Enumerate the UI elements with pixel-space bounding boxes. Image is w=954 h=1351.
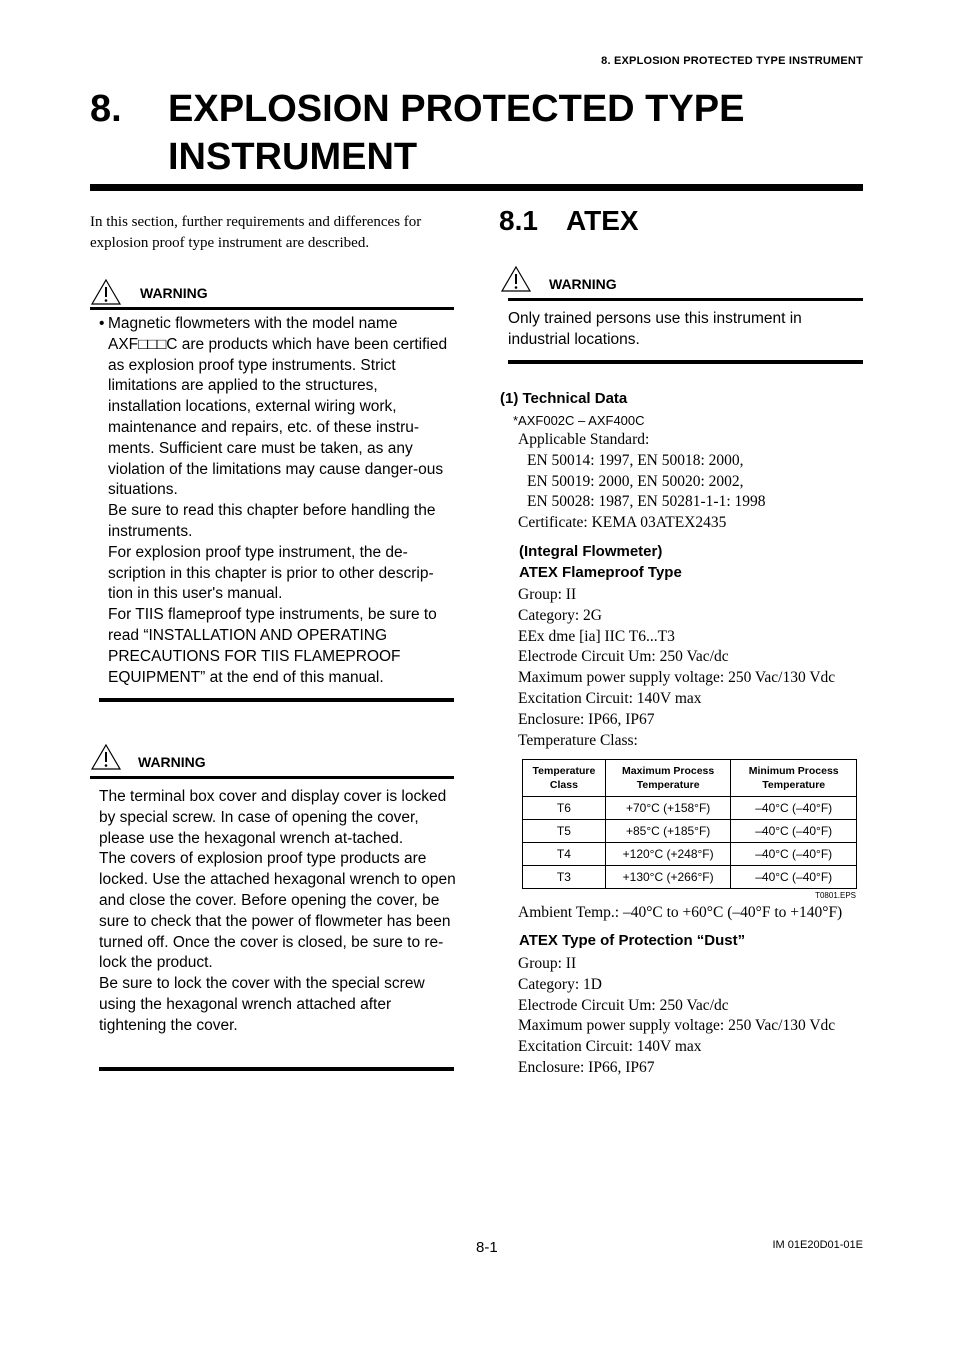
dust-specs <box>518 954 835 1079</box>
standard-item: EN 50019: 2000, EN 50020: 2002, <box>527 472 744 490</box>
warning-paragraph: The covers of explosion proof type products are locked. Use the attached hexagonal wrench to open and close the cover. Before opening the cover, be sure to check that the power of flowmeter has been turned off. Once the cover is closed, be sure to re-lock the product. <box>99 850 456 972</box>
standards-block <box>518 430 766 534</box>
spec-line: Temperature Class: <box>518 731 638 749</box>
spec-line: Maximum power supply voltage: 250 Vac/130 Vdc <box>518 1017 836 1035</box>
table-cell: T6 <box>523 797 606 820</box>
technical-data-heading: (1) Technical Data <box>500 390 628 407</box>
table-header: Minimum Process Temperature <box>731 760 857 797</box>
table-cell: T4 <box>523 843 606 866</box>
table-row <box>523 866 857 889</box>
table-cell: –40°C (–40°F) <box>731 797 857 820</box>
table-row <box>523 843 857 866</box>
bullet: • <box>99 315 105 332</box>
table-cell: T5 <box>523 820 606 843</box>
warning-body <box>99 787 456 1037</box>
section-number: 8.1 <box>499 205 538 236</box>
page-number: 8-1 <box>476 1239 498 1256</box>
spec-line: Category: 2G <box>518 606 602 624</box>
standard-item: EN 50014: 1997, EN 50018: 2000, <box>527 451 744 469</box>
flameproof-heading: ATEX Flameproof Type <box>519 564 682 581</box>
table-header: Maximum Process Temperature <box>605 760 731 797</box>
warning-label: WARNING <box>549 276 617 292</box>
table-cell: –40°C (–40°F) <box>731 820 857 843</box>
table-row <box>523 797 857 820</box>
table-cell: –40°C (–40°F) <box>731 866 857 889</box>
spec-line: Excitation Circuit: 140V max <box>518 689 702 707</box>
warning-body <box>99 314 455 688</box>
flameproof-specs <box>518 585 835 751</box>
spec-line: Group: II <box>518 955 577 972</box>
chapter-title-line1: EXPLOSION PROTECTED TYPE <box>168 88 745 130</box>
chapter-title-line2: INSTRUMENT <box>168 136 418 178</box>
table-ref: T0801.EPS <box>815 891 856 900</box>
warning-paragraph: The terminal box cover and display cover is locked by special screw. In case of opening the cover, please use the hexagonal wrench at-tached. <box>99 788 447 847</box>
table-cell: +130°C (+266°F) <box>605 866 731 889</box>
warning-paragraph: Magnetic flowmeters with the model name AXF□□□C are products which have been certified as explosion proof type instruments. Strict limitations are applied to the structures, installation locations, external wiring work, maintenance and repairs, etc. of these instru-ments. Sufficient care must be taken, as any violation of the limitations may cause danger-ous situations. <box>108 315 448 499</box>
warning-body: Only trained persons use this instrument in industrial locations. <box>508 310 802 348</box>
spec-line: EEx dme [ia] IIC T6...T3 <box>518 627 675 645</box>
warning-label: WARNING <box>140 285 208 301</box>
document-id: IM 01E20D01-01E <box>772 1239 863 1251</box>
spec-line: Group: II <box>518 586 577 603</box>
warning-top-rule <box>90 776 454 779</box>
table-header-row <box>523 760 857 797</box>
dust-heading: ATEX Type of Protection “Dust” <box>519 932 746 949</box>
warning-bottom-rule <box>99 1067 454 1071</box>
ambient-temp: Ambient Temp.: –40°C to +60°C (–40°F to +140°F) <box>518 904 843 921</box>
intro-text: In this section, further requirements and differences for explosion proof type instrument are described. <box>90 214 422 251</box>
warning-bottom-rule <box>508 360 863 364</box>
section-name: ATEX <box>566 205 639 236</box>
spec-line: Enclosure: IP66, IP67 <box>518 1058 655 1076</box>
warning-label: WARNING <box>138 754 206 770</box>
table-cell: T3 <box>523 866 606 889</box>
warning-bottom-rule <box>99 698 454 702</box>
table-row <box>523 820 857 843</box>
standard-item: EN 50028: 1987, EN 50281-1-1: 1998 <box>527 493 766 511</box>
warning-paragraph: Be sure to read this chapter before handling the instruments. <box>108 502 436 540</box>
running-header: 8. EXPLOSION PROTECTED TYPE INSTRUMENT <box>601 55 863 67</box>
model-range: *AXF002C – AXF400C <box>513 413 645 428</box>
spec-line: Excitation Circuit: 140V max <box>518 1038 702 1056</box>
temperature-class-table <box>522 759 857 889</box>
warning-triangle-icon <box>90 278 122 306</box>
spec-line: Category: 1D <box>518 975 602 993</box>
standard-label: Applicable Standard: <box>518 431 650 448</box>
spec-line: Electrode Circuit Um: 250 Vac/dc <box>518 648 729 666</box>
title-rule <box>90 184 863 191</box>
warning-triangle-icon <box>500 265 532 293</box>
table-cell: +85°C (+185°F) <box>605 820 731 843</box>
integral-heading: (Integral Flowmeter) <box>519 543 663 560</box>
spec-line: Electrode Circuit Um: 250 Vac/dc <box>518 996 729 1014</box>
spec-line: Maximum power supply voltage: 250 Vac/130 Vdc <box>518 669 836 687</box>
warning-triangle-icon <box>90 743 122 771</box>
warning-paragraph: Be sure to lock the cover with the special screw using the hexagonal wrench attached after tightening the cover. <box>99 975 425 1034</box>
table-cell: +120°C (+248°F) <box>605 843 731 866</box>
warning-paragraph: For explosion proof type instrument, the de-scription in this chapter is prior to other descrip-tion in this user's manual. <box>108 543 434 603</box>
warning-top-rule <box>508 298 863 301</box>
spec-line: Enclosure: IP66, IP67 <box>518 710 655 728</box>
table-header: Temperature Class <box>523 760 606 797</box>
warning-top-rule <box>90 307 454 310</box>
table-cell: +70°C (+158°F) <box>605 797 731 820</box>
table-cell: –40°C (–40°F) <box>731 843 857 866</box>
chapter-number: 8. <box>90 88 122 130</box>
warning-paragraph: For TIIS flameproof type instruments, be sure to read “INSTALLATION AND OPERATING PRECAUTIONS FOR TIIS FLAMEPROOF EQUIPMENT” at the end of this manual. <box>108 606 437 686</box>
certificate: Certificate: KEMA 03ATEX2435 <box>518 514 727 532</box>
